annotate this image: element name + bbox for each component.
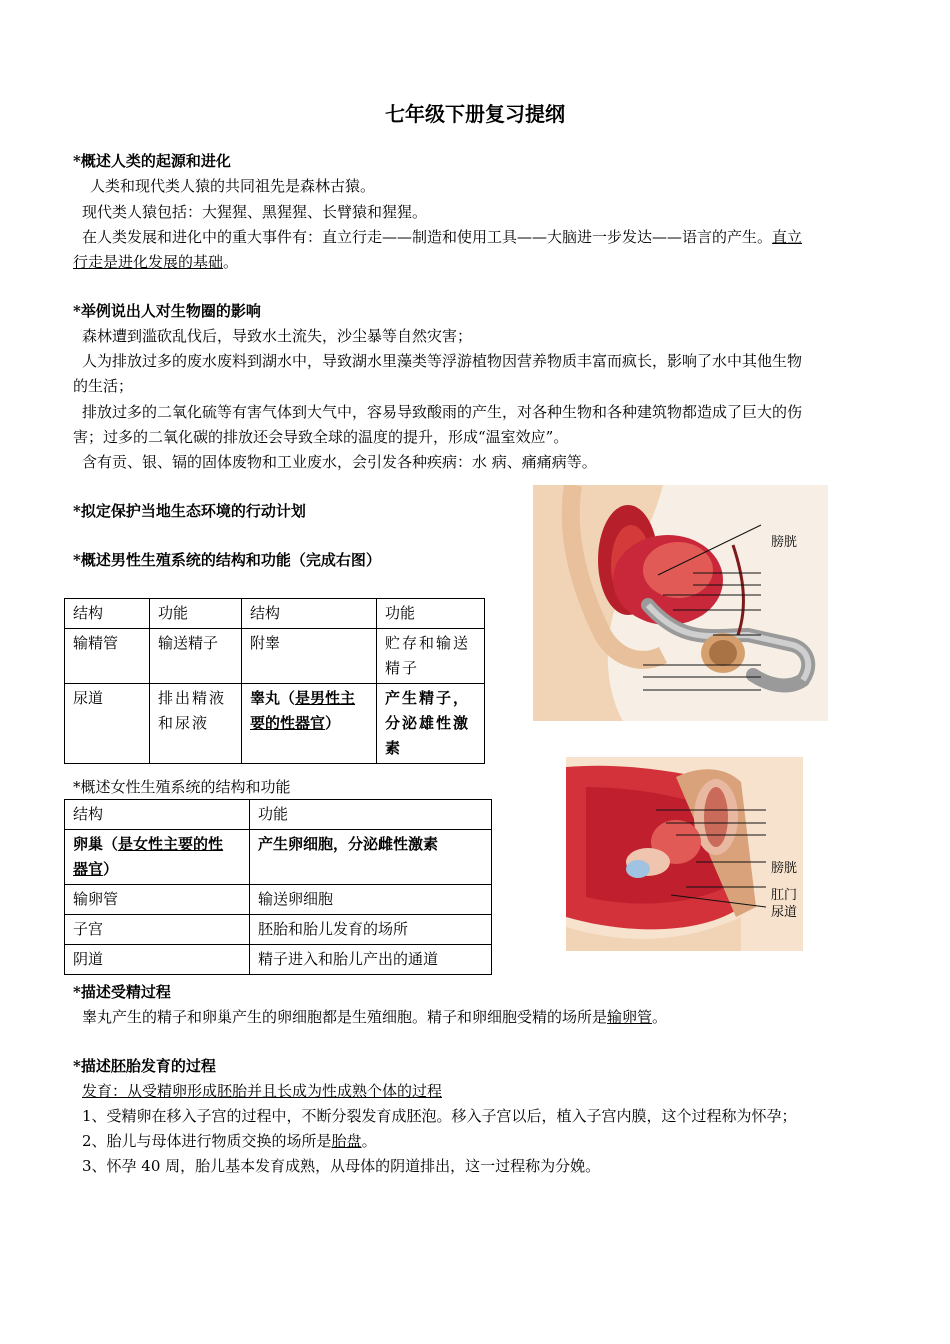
section-heading-plan: *拟定保护当地生态环境的行动计划 [73, 502, 306, 520]
testis-label: 睾丸（ [250, 689, 296, 707]
table-row [65, 599, 485, 629]
section-heading-origin: *概述人类的起源和进化 [73, 152, 231, 170]
section-heading-male: *概述男性生殖系统的结构和功能（完成右图） [73, 551, 381, 569]
embryo-line-1: 1、受精卵在移入子宫的过程中，不断分裂发育成胚泡。移入子宫以后，植入子宫内膜，这个过程称为怀孕； [82, 1107, 797, 1125]
origin-line-1: 人类和现代类人猿的共同祖先是森林古猿。 [90, 177, 376, 195]
section-heading-impact: *举例说出人对生物圈的影响 [73, 302, 261, 320]
table-row [65, 800, 492, 830]
origin-events-text: 在人类发展和进化中的重大事件有：直立行走——制造和使用工具——大脑进一步发达——语言的产生。 [82, 228, 773, 246]
figure-label-anus: 肛门 [771, 888, 798, 903]
fertilization-site: 输卵管 [607, 1008, 653, 1026]
table-cell: 输卵管 [65, 885, 250, 915]
impact-line-3a: 排放过多的二氧化硫等有害气体到大气中，容易导致酸雨的产生，对各种生物和各种建筑物都造成了巨大的伤 [82, 403, 803, 421]
table-cell: 尿道 [65, 684, 150, 764]
ovary-close: ） [103, 860, 119, 878]
table-row [65, 629, 485, 684]
table-cell [65, 830, 250, 885]
testis-note: 是男性主要的性器官 [250, 689, 356, 732]
section-heading-fertilization: *描述受精过程 [73, 983, 171, 1001]
table-cell [242, 684, 377, 764]
impact-line-4: 含有贡、银、镉的固体废物和工业废水，会引发各种疾病：水 病、痛痛病等。 [82, 453, 597, 471]
impact-line-2a: 人为排放过多的废水废料到湖水中，导致湖水里藻类等浮游植物因营养物质丰富而疯长，影响了水中其他生物 [82, 352, 803, 370]
table-cell: 产生精子，分泌雄性激素 [377, 684, 485, 764]
female-anatomy-illustration [566, 757, 803, 951]
table-cell: 贮存和输送精子 [377, 629, 485, 684]
origin-key-point-a: 直立 [772, 228, 803, 246]
section-heading-embryo: *描述胚胎发育的过程 [73, 1057, 216, 1075]
origin-line-3 [82, 225, 882, 249]
table-header: 结构 [242, 599, 377, 629]
table-header: 功能 [150, 599, 242, 629]
table-cell: 阴道 [65, 945, 250, 975]
table-header: 结构 [65, 800, 250, 830]
origin-line-4 [73, 250, 238, 274]
figure-label-urethra: 尿道 [771, 905, 798, 920]
ovary-note-b: 器官 [73, 860, 104, 878]
embryo-line-2-text: 2、胎儿与母体进行物质交换的场所是 [82, 1132, 332, 1150]
table-cell: 精子进入和胎儿产出的通道 [250, 945, 492, 975]
table-header: 功能 [377, 599, 485, 629]
table-cell: 排出精液和尿液 [150, 684, 242, 764]
page-title: 七年级下册复习提纲 [385, 102, 565, 126]
ovary-label: 卵巢（ [73, 835, 119, 853]
embryo-line-2-period: 。 [361, 1132, 377, 1150]
figure-label-bladder: 膀胱 [771, 861, 798, 876]
table-row [65, 885, 492, 915]
female-system-table [64, 799, 492, 975]
male-anatomy-figure [533, 485, 828, 721]
table-header: 结构 [65, 599, 150, 629]
testis-close: ） [325, 714, 341, 732]
table-row [65, 915, 492, 945]
impact-line-1: 森林遭到滥砍乱伐后，导致水土流失，沙尘暴等自然灾害； [82, 327, 473, 345]
table-cell: 输送精子 [150, 629, 242, 684]
table-row [65, 945, 492, 975]
female-anatomy-figure [566, 757, 803, 951]
male-system-table [64, 598, 485, 764]
fertilization-text: 睾丸产生的精子和卵巢产生的卵细胞都是生殖细胞。精子和卵细胞受精的场所是 [82, 1008, 608, 1026]
male-anatomy-illustration [533, 485, 828, 721]
origin-key-point-b: 行走是进化发展的基础 [73, 253, 224, 271]
ovary-note-a: 是女性主要的性 [118, 835, 224, 853]
embryo-line-2 [82, 1129, 377, 1153]
origin-line-2: 现代类人猿包括：大猩猩、黑猩猩、长臂猿和猩猩。 [82, 203, 428, 221]
table-cell: 附睾 [242, 629, 377, 684]
figure-label-bladder: 膀胱 [771, 535, 798, 550]
impact-line-3b: 害；过多的二氧化碳的排放还会导致全球的温度的提升，形成“温室效应”。 [73, 428, 569, 446]
fertilization-line [82, 1005, 667, 1029]
section-heading-female: *概述女性生殖系统的结构和功能 [73, 778, 291, 796]
table-row [65, 684, 485, 764]
impact-line-2b: 的生活； [73, 377, 134, 395]
table-cell: 胚胎和胎儿发育的场所 [250, 915, 492, 945]
table-cell: 产生卵细胞，分泌雌性激素 [250, 830, 492, 885]
table-header: 功能 [250, 800, 492, 830]
fertilization-period: 。 [652, 1008, 668, 1026]
embryo-line-3: 3、怀孕 40 周，胎儿基本发育成熟，从母体的阴道排出，这一过程称为分娩。 [82, 1157, 601, 1175]
origin-period: 。 [223, 253, 239, 271]
embryo-definition: 发育：从受精卵形成胚胎并且长成为性成熟个体的过程 [82, 1082, 443, 1100]
table-cell: 子宫 [65, 915, 250, 945]
table-cell: 输精管 [65, 629, 150, 684]
table-row [65, 830, 492, 885]
table-cell: 输送卵细胞 [250, 885, 492, 915]
placenta-term: 胎盘 [331, 1132, 362, 1150]
